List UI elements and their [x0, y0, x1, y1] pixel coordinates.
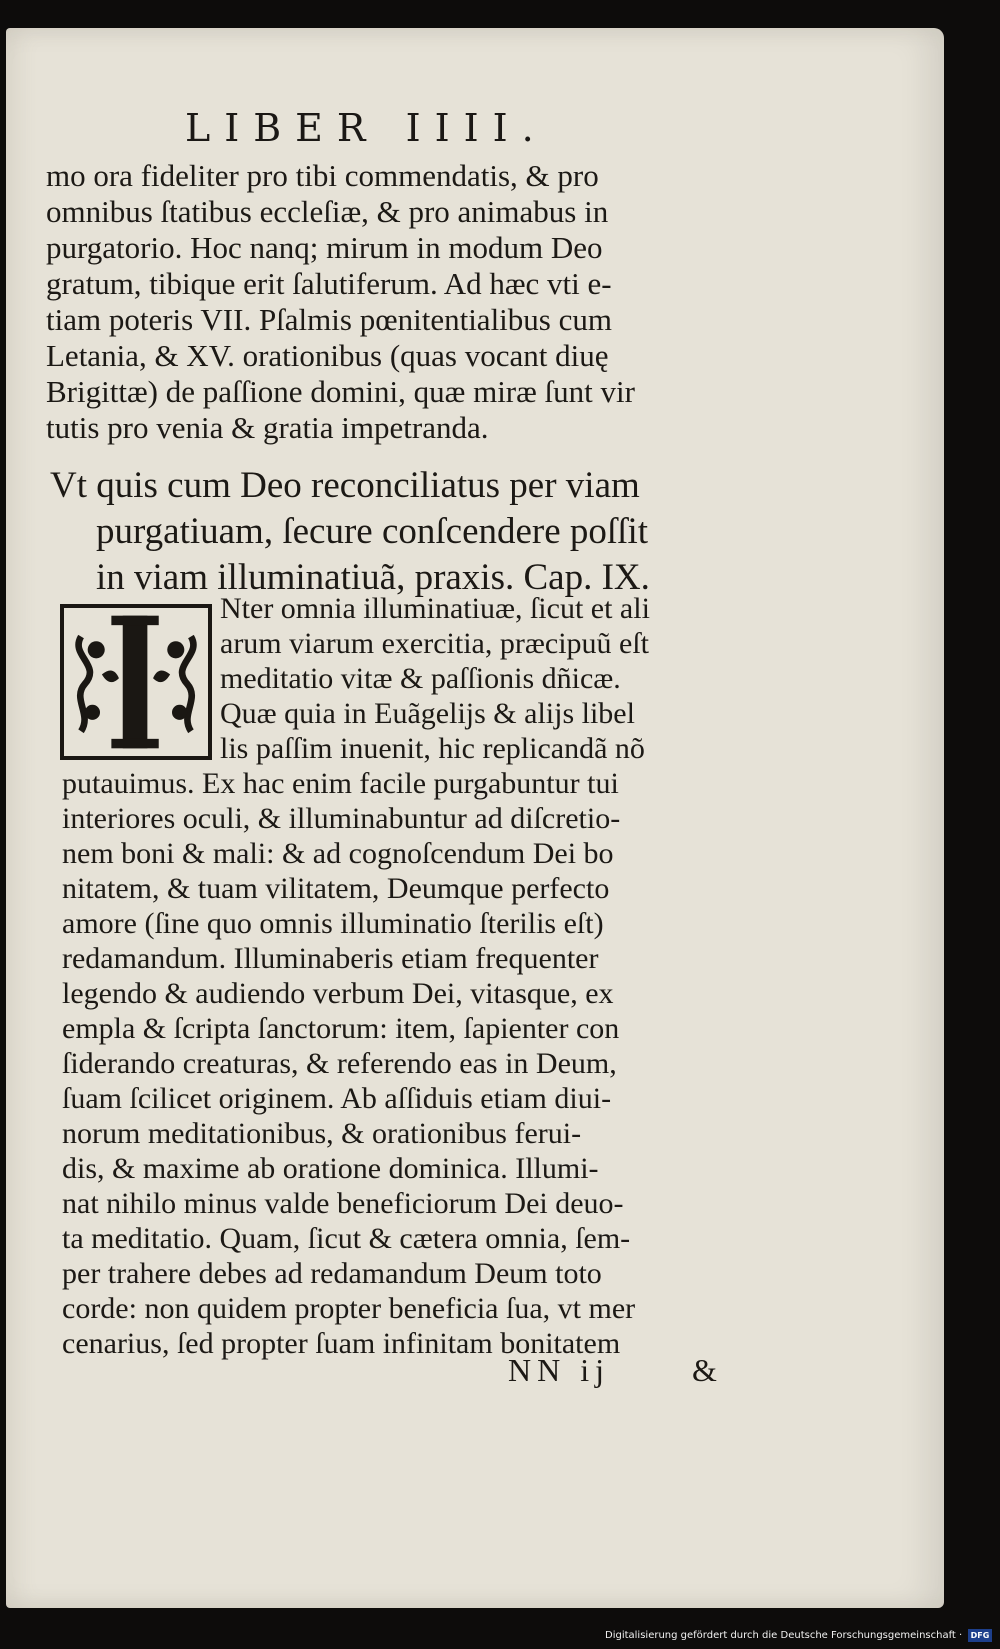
text-line: ſuam ſcilicet originem. Ab aſſiduis etiam diui- [62, 1082, 612, 1115]
text-line: mo ora fideliter pro tibi commendatis, & pro [46, 158, 599, 193]
text-line: cenarius, ſed propter ſuam infinitam bonitatem [62, 1327, 621, 1360]
text-line: norum meditationibus, & orationibus ferui- [62, 1117, 582, 1150]
text-line: ſiderando creaturas, & referendo eas in Deum, [62, 1047, 617, 1080]
ornament-icon [64, 608, 208, 756]
text-line: tutis pro venia & gratia impetranda. [46, 410, 489, 445]
running-header: LIBER IIII. [185, 106, 548, 150]
text-line: corde: non quidem propter beneficia ſua, vt mer [62, 1292, 636, 1325]
text-line: dis, & maxime ab oratione dominica. Illumi- [62, 1152, 599, 1185]
catchword: & [692, 1352, 717, 1388]
text-line: nat nihilo minus valde beneficiorum Dei deuo- [62, 1187, 624, 1220]
text-line: interiores oculi, & illuminabuntur ad diſcretio- [62, 802, 621, 835]
text-line: ta meditatio. Quam, ſicut & cætera omnia, ſem- [62, 1222, 631, 1255]
text-line: nitatem, & tuam vilitatem, Deumque perfecto [62, 872, 610, 905]
text-line: arum viarum exercitia, præcipuũ eſt [220, 627, 650, 660]
title-line: purgatiuam, ſecure conſcendere poſſit [96, 511, 649, 552]
text-line: Nter omnia illuminatiuæ, ſicut et ali [220, 592, 650, 625]
title-line: in viam illuminatiuã, praxis. Cap. IX. [96, 557, 650, 598]
text-line: legendo & audiendo verbum Dei, vitasque, ex [62, 977, 614, 1010]
text-line: lis paſſim inuenit, hic replicandã nõ [220, 732, 645, 765]
decorated-initial-i [60, 604, 212, 760]
text-line: amore (ſine quo omnis illuminatio ſterilis eſt) [62, 907, 604, 940]
text-line: purgatorio. Hoc nanq; mirum in modum Deo [46, 230, 603, 265]
text-line: empla & ſcripta ſanctorum: item, ſapienter con [62, 1012, 620, 1045]
text-line: gratum, tibique erit ſalutiferum. Ad hæc vti e- [46, 266, 612, 301]
digitization-credit: Digitalisierung gefördert durch die Deutsche Forschungsgemeinschaft · [605, 1630, 963, 1641]
text-line: per trahere debes ad redamandum Deum toto [62, 1257, 602, 1290]
text-line: nem boni & mali: & ad cognoſcendum Dei bo [62, 837, 614, 870]
title-line: Vt quis cum Deo reconciliatus per viam [50, 465, 640, 506]
signature-mark: NN ij [508, 1352, 610, 1388]
text-line: redamandum. Illuminaberis etiam frequenter [62, 942, 599, 975]
text-line: Letania, & XV. orationibus (quas vocant diuę [46, 338, 609, 373]
text-line: Brigittæ) de paſſione domini, quæ miræ ſunt vir [46, 374, 635, 409]
text-line: tiam poteris VII. Pſalmis pœnitentialibus cum [46, 302, 612, 337]
text-line: omnibus ſtatibus eccleſiæ, & pro animabus in [46, 194, 609, 229]
text-line: putauimus. Ex hac enim facile purgabuntur tui [62, 767, 619, 800]
dfg-logo: DFG [968, 1629, 992, 1642]
text-line: Quæ quia in Euãgelijs & alijs libel [220, 697, 635, 730]
text-line: meditatio vitæ & paſſionis dñicæ. [220, 662, 621, 695]
